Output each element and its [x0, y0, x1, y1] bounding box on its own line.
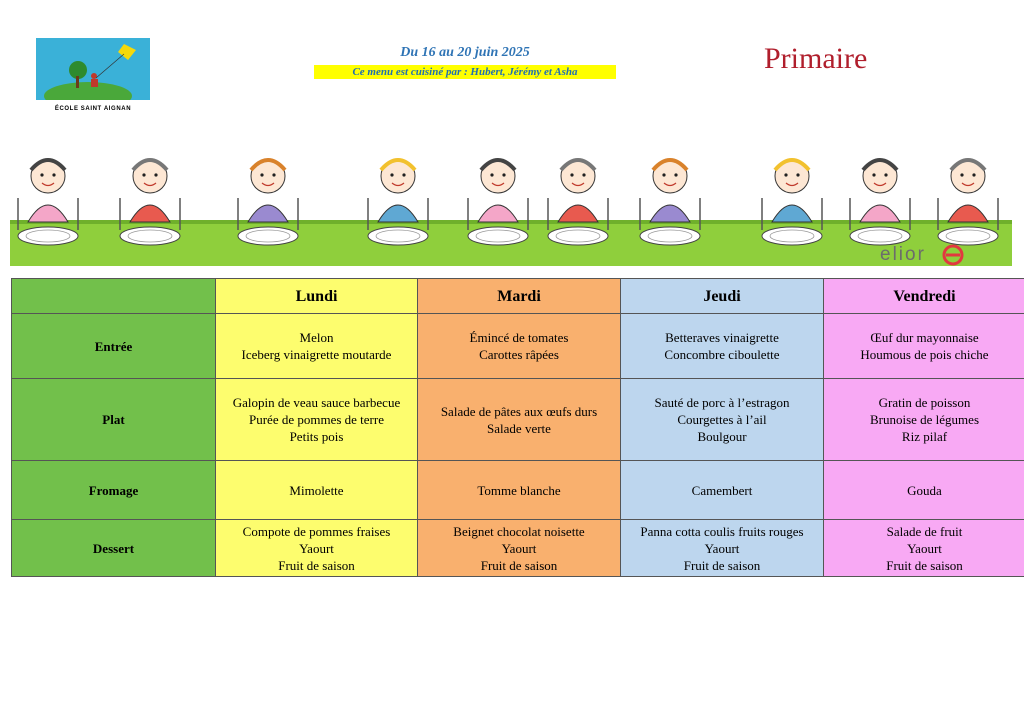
- dish: Iceberg vinaigrette moutarde: [241, 347, 392, 362]
- table-row: [12, 461, 1024, 520]
- table-row: [12, 314, 1024, 379]
- children-at-table-illustration: [10, 140, 1012, 266]
- table-header-row: [12, 279, 1024, 314]
- dish: Riz pilaf: [901, 429, 948, 444]
- row-label-fromage: Fromage: [12, 461, 216, 520]
- menu-cell: [824, 520, 1024, 577]
- row-label-plat: Plat: [12, 379, 216, 461]
- table-row: [12, 379, 1024, 461]
- dish: Salade de pâtes aux œufs durs: [440, 403, 598, 419]
- dish: Gouda: [907, 482, 942, 498]
- dish: Yaourt: [704, 540, 740, 556]
- menu-cell: [216, 520, 418, 577]
- dish: Tomme blanche: [477, 482, 561, 498]
- dish: Fruit de saison: [480, 557, 558, 573]
- dish: Courgettes à l’ail: [677, 412, 767, 427]
- dish: Mimolette: [289, 482, 344, 498]
- day-header-vendredi: Vendredi: [824, 279, 1024, 314]
- menu-cell: [621, 379, 824, 461]
- menu-cell: [824, 314, 1024, 379]
- dish: Carottes râpées: [479, 347, 559, 362]
- menu-cell: [216, 379, 418, 461]
- dish: Camembert: [691, 482, 753, 498]
- dish: Boulgour: [697, 429, 747, 444]
- menu-cell: [418, 314, 621, 379]
- menu-cell: [418, 379, 621, 461]
- row-label-dessert: Dessert: [12, 520, 216, 577]
- school-logo: [36, 38, 150, 116]
- dish: Émincé de tomates: [469, 330, 569, 345]
- menu-cell: [621, 461, 824, 520]
- dish: Sauté de porc à l’estragon: [654, 395, 790, 410]
- menu-cell: [418, 520, 621, 577]
- day-header-lundi: Lundi: [216, 279, 418, 314]
- menu-cell: [418, 461, 621, 520]
- dish: Fruit de saison: [278, 557, 355, 573]
- row-label-entree: Entrée: [12, 314, 216, 379]
- dish: Betteraves vinaigrette: [665, 330, 779, 345]
- menu-cell: [216, 461, 418, 520]
- school-logo-image: [36, 38, 150, 100]
- menu-cell: [621, 520, 824, 577]
- dish: Brunoise de légumes: [869, 412, 980, 427]
- dish: Yaourt: [299, 540, 334, 556]
- dish: Fruit de saison: [886, 557, 963, 573]
- day-header-jeudi: Jeudi: [621, 279, 824, 314]
- dish: Compote de pommes fraises: [242, 523, 391, 539]
- dish: Salade verte: [487, 420, 551, 436]
- dish: Salade de fruit: [886, 523, 963, 539]
- dish: Beignet chocolat noisette: [453, 523, 585, 539]
- school-level-title: Primaire: [764, 42, 868, 75]
- dish: Panna cotta coulis fruits rouges: [640, 523, 804, 539]
- weekly-menu-table: [11, 278, 1024, 577]
- school-name: ÉCOLE SAINT AIGNAN: [54, 106, 132, 112]
- elior-logo-mark-icon: [940, 244, 966, 266]
- dish: Melon: [299, 330, 334, 345]
- table-row: [12, 520, 1024, 577]
- menu-cell: [216, 314, 418, 379]
- menu-cell: [824, 461, 1024, 520]
- dish: Gratin de poisson: [878, 395, 971, 410]
- menu-cooks: Ce menu est cuisiné par : Hubert, Jérémy et Asha: [314, 65, 616, 79]
- dish: Houmous de pois chiche: [860, 347, 989, 362]
- menu-cell: [824, 379, 1024, 461]
- dish: Galopin de veau sauce barbecue: [232, 395, 401, 410]
- header-corner-cell: [12, 279, 216, 314]
- dish: Petits pois: [289, 429, 344, 444]
- elior-logo: elior: [880, 244, 926, 265]
- dish: Concombre ciboulette: [664, 347, 780, 362]
- menu-dates: Du 16 au 20 juin 2025: [400, 45, 530, 60]
- dish: Œuf dur mayonnaise: [870, 330, 979, 345]
- dish: Yaourt: [501, 540, 537, 556]
- day-header-mardi: Mardi: [418, 279, 621, 314]
- dish: Purée de pommes de terre: [248, 412, 384, 427]
- menu-cell: [621, 314, 824, 379]
- dish: Fruit de saison: [683, 557, 761, 573]
- dish: Yaourt: [907, 540, 942, 556]
